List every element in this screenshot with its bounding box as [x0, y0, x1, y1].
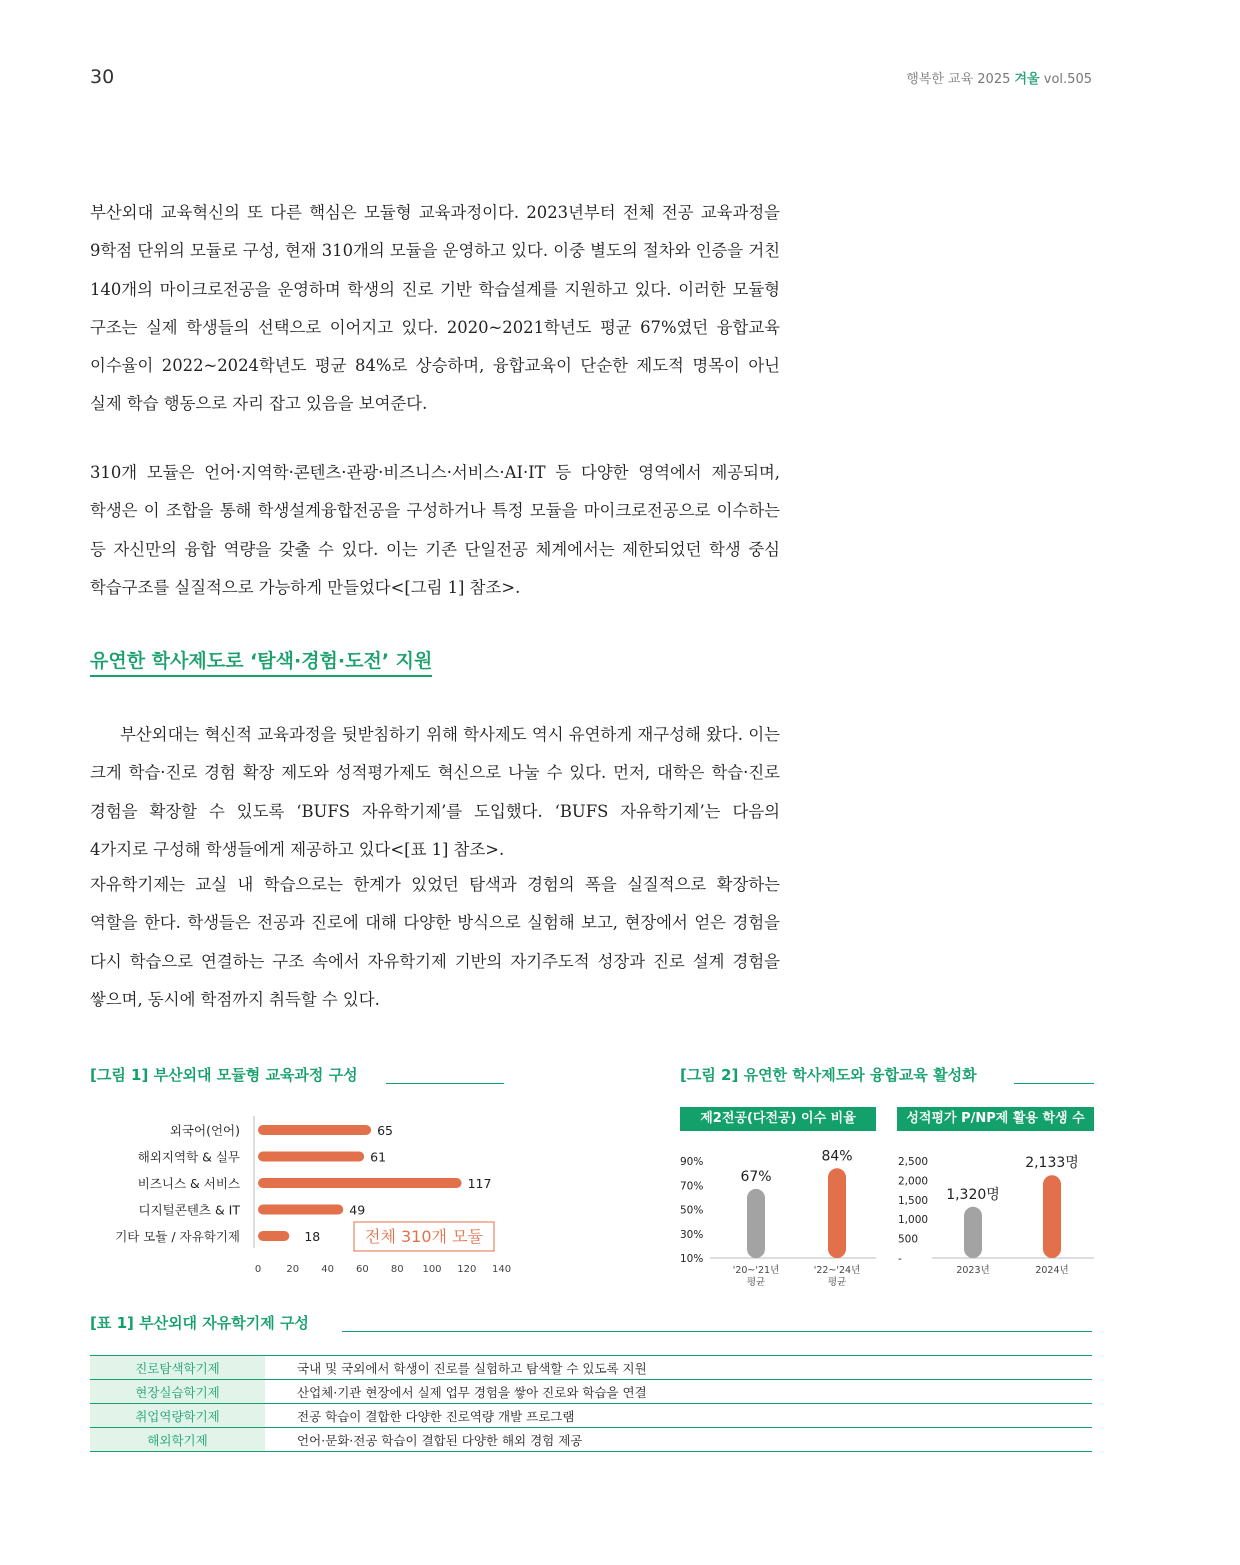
table1 — [90, 1355, 1092, 1452]
figure1-chart — [90, 1110, 530, 1280]
y-tick-label: 2,000 — [898, 1175, 929, 1188]
category-label: 디지털콘텐츠 & IT — [138, 1202, 240, 1218]
figure2-title-rule — [1014, 1083, 1094, 1084]
bar — [258, 1231, 289, 1241]
table-row — [90, 1404, 1092, 1428]
figure2-chart-b — [888, 1140, 1098, 1295]
total-annotation: 전체 310개 모듈 — [365, 1227, 483, 1246]
table-cell-name: 해외학기제 — [90, 1428, 265, 1452]
page-number: 30 — [90, 66, 115, 88]
x-tick-label: 2023년 — [956, 1265, 990, 1276]
y-tick-label: 30% — [680, 1228, 704, 1241]
table1-title: [표 1] 부산외대 자유학기제 구성 — [90, 1314, 309, 1332]
y-tick-label: - — [898, 1253, 902, 1265]
value-label: 65 — [377, 1123, 394, 1138]
volume-label: vol.505 — [1043, 72, 1092, 87]
publication-name: 행복한 교육 2025 — [906, 72, 1011, 87]
x-tick-label: 평균 — [827, 1277, 847, 1288]
y-tick-label: 90% — [680, 1156, 704, 1168]
table-row — [90, 1428, 1092, 1452]
season-label: 겨울 — [1014, 72, 1040, 87]
bar — [828, 1168, 846, 1258]
table-cell-desc: 언어·문화·전공 학습이 결합된 다양한 해외 경험 제공 — [265, 1428, 1092, 1452]
bar — [747, 1189, 765, 1258]
body-paragraph: 자유학기제는 교실 내 학습으로는 한계가 있었던 탐색과 경험의 폭을 실질적으로 확장하는 역할을 한다. 학생들은 전공과 진로에 대해 다양한 방식으로 실험해 보고, 현장에서 얻은 경험을 다시 학습으로 연결하는 구조 속에서 자유학기제 기반의 자기주도적 성장과 진로 설계 경험을 쌓으며, 동시에 학점까지 취득할 수 있다. — [90, 875, 780, 1009]
body-paragraph: 310개 모듈은 언어·지역학·콘텐츠·관광·비즈니스·서비스·AI·IT 등 다양한 영역에서 제공되며, 학생은 이 조합을 통해 학생설계융합전공을 구성하거나 특정 모듈을 마이크로전공으로 이수하는 등 자신만의 융합 역량을 갖출 수 있다. 이는 기존 단일전공 체계에서는 제한되었던 학생 중심 학습구조를 실질적으로 가능하게 만들었다<[그림 1] 참조>. — [90, 463, 780, 597]
value-label: 117 — [467, 1176, 492, 1191]
y-tick-label: 2,500 — [898, 1156, 929, 1168]
y-tick-label: 50% — [680, 1204, 704, 1217]
x-tick-label: 2024년 — [1035, 1265, 1069, 1276]
bar — [1043, 1175, 1061, 1258]
figure2-chart-a — [670, 1140, 882, 1295]
value-label: 1,320명 — [946, 1186, 1000, 1203]
x-tick-label: 120 — [457, 1264, 477, 1275]
y-tick-label: 70% — [680, 1180, 704, 1193]
table-row — [90, 1356, 1092, 1380]
value-label: 2,133명 — [1025, 1155, 1079, 1172]
table-cell-desc: 산업체·기관 현장에서 실제 업무 경험을 쌓아 진로와 학습을 연결 — [265, 1380, 1092, 1404]
value-label: 61 — [370, 1149, 387, 1165]
figure2-title: [그림 2] 유연한 학사제도와 융합교육 활성화 — [680, 1066, 977, 1084]
body-paragraph: 부산외대는 혁신적 교육과정을 뒷받침하기 위해 학사제도 역시 유연하게 재구성해 왔다. 이는 크게 학습·진로 경험 확장 제도와 성적평가제도 혁신으로 나눌 수 있다. 먼저, 대학은 학습·진로 경험을 확장할 수 있도록 ‘BUFS 자유학기제’를 도입했다. ‘BUFS 자유학기제’는 다음의 4가지로 구성해 학생들에게 제공하고 있다<[표 1] 참조>. — [90, 725, 780, 859]
bar — [258, 1205, 343, 1215]
table-cell-desc: 전공 학습이 결합한 다양한 진로역량 개발 프로그램 — [265, 1404, 1092, 1428]
value-label: 67% — [740, 1168, 772, 1185]
figure1-title-rule — [386, 1083, 504, 1084]
y-tick-label: 1,000 — [898, 1214, 929, 1227]
value-label: 49 — [349, 1202, 366, 1218]
table-cell-name: 현장실습학기제 — [90, 1380, 265, 1404]
table-cell-name: 진로탐색학기제 — [90, 1356, 265, 1380]
x-tick-label: 20 — [286, 1264, 300, 1275]
x-tick-label: 0 — [254, 1264, 262, 1275]
figure2-panel-a-title: 제2전공(다전공) 이수 비율 — [680, 1107, 876, 1131]
bar — [258, 1178, 462, 1188]
value-label: 84% — [821, 1148, 853, 1165]
y-tick-label: 1,500 — [898, 1194, 929, 1207]
x-tick-label: '20~'21년 — [732, 1265, 780, 1276]
x-tick-label: 140 — [492, 1264, 512, 1275]
table1-title-rule — [342, 1331, 1092, 1332]
x-tick-label: 100 — [422, 1264, 442, 1275]
section-heading: 유연한 학사제도로 ‘탐색·경험·도전’ 지원 — [90, 646, 432, 677]
category-label: 기타 모듈 / 자유학기제 — [115, 1229, 240, 1244]
x-tick-label: 80 — [390, 1264, 404, 1275]
figure2-panel-b-title: 성적평가 P/NP제 활용 학생 수 — [897, 1107, 1094, 1131]
table-cell-desc: 국내 및 국외에서 학생이 진로를 실험하고 탐색할 수 있도록 지원 — [265, 1356, 1092, 1380]
bar — [964, 1207, 982, 1258]
x-tick-label: 60 — [356, 1264, 369, 1275]
category-label: 해외지역학 & 실무 — [137, 1149, 240, 1165]
running-header — [880, 68, 1092, 87]
table-cell-name: 취업역량학기제 — [90, 1404, 265, 1428]
bar — [258, 1125, 371, 1135]
x-tick-label: '22~'24년 — [813, 1265, 861, 1276]
table-row — [90, 1380, 1092, 1404]
body-paragraph: 부산외대 교육혁신의 또 다른 핵심은 모듈형 교육과정이다. 2023년부터 전체 전공 교육과정을 9학점 단위의 모듈로 구성, 현재 310개의 모듈을 운영하고 있다. 이중 별도의 절차와 인증을 거친 140개의 마이크로전공을 운영하며 학생의 진로 기반 학습설계를 지원하고 있다. 이러한 모듈형 구조는 실제 학생들의 선택으로 이어지고 있다. 2020~2021학년도 평균 67%였던 융합교육 이수율이 2022~2024학년도 평균 84%로 상승하며, 융합교육이 단순한 제도적 명목이 아닌 실제 학습 행동으로 자리 잡고 있음을 보여준다. — [90, 203, 780, 414]
value-label: 18 — [304, 1229, 321, 1244]
y-tick-label: 10% — [680, 1253, 704, 1265]
bar — [258, 1152, 364, 1162]
x-tick-label: 평균 — [746, 1277, 766, 1288]
figure1-title: [그림 1] 부산외대 모듈형 교육과정 구성 — [90, 1066, 358, 1084]
y-tick-label: 500 — [898, 1233, 919, 1246]
category-label: 외국어(언어) — [169, 1123, 240, 1138]
x-tick-label: 40 — [321, 1264, 334, 1275]
category-label: 비즈니스 & 서비스 — [137, 1176, 240, 1191]
